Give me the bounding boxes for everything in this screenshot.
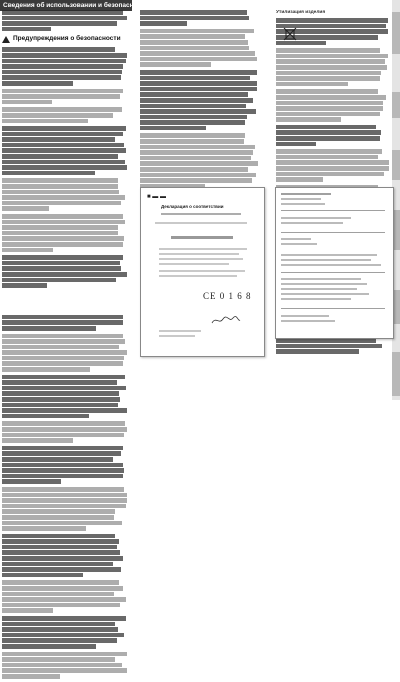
text-line bbox=[140, 98, 253, 103]
cert-line bbox=[161, 213, 241, 215]
text-line bbox=[2, 236, 124, 241]
cert-line bbox=[155, 222, 247, 224]
text-line bbox=[140, 10, 247, 15]
text-line bbox=[140, 76, 250, 81]
text-line bbox=[140, 40, 248, 45]
text-line bbox=[2, 143, 124, 148]
text-line bbox=[2, 272, 127, 277]
text-line bbox=[2, 178, 118, 183]
text-line bbox=[276, 136, 380, 141]
text-line bbox=[140, 62, 211, 67]
text-paragraph bbox=[2, 315, 128, 331]
text-line bbox=[2, 21, 117, 26]
text-line bbox=[2, 545, 117, 550]
text-line bbox=[2, 638, 117, 643]
text-line bbox=[2, 597, 126, 602]
text-line bbox=[140, 16, 249, 21]
text-line bbox=[140, 81, 257, 86]
text-line bbox=[276, 149, 382, 154]
warning-heading-text: Предупреждения о безопасности bbox=[13, 35, 121, 43]
cert-line bbox=[159, 330, 201, 332]
text-line bbox=[2, 521, 122, 526]
text-line bbox=[140, 87, 257, 92]
text-line bbox=[2, 113, 113, 118]
text-line bbox=[2, 350, 127, 355]
text-line bbox=[2, 126, 126, 131]
text-line bbox=[2, 201, 121, 206]
text-line bbox=[2, 27, 51, 32]
text-line bbox=[2, 89, 123, 94]
column-1-upper-blocks bbox=[2, 47, 128, 287]
text-line bbox=[140, 150, 253, 155]
text-line bbox=[2, 345, 119, 350]
text-line bbox=[2, 592, 114, 597]
text-paragraph bbox=[2, 487, 128, 531]
text-line bbox=[2, 498, 127, 503]
text-line bbox=[2, 266, 121, 271]
cert-line bbox=[281, 217, 351, 219]
text-line bbox=[2, 195, 125, 200]
text-line bbox=[140, 145, 255, 150]
text-line bbox=[2, 220, 125, 225]
text-line bbox=[140, 120, 245, 125]
text-line bbox=[2, 474, 123, 479]
text-line bbox=[2, 616, 126, 621]
text-line bbox=[2, 75, 121, 80]
text-line bbox=[2, 493, 127, 498]
text-line bbox=[2, 361, 123, 366]
text-paragraph bbox=[276, 125, 390, 146]
text-paragraph bbox=[2, 107, 128, 123]
cert-line bbox=[281, 259, 371, 261]
text-line bbox=[2, 487, 124, 492]
text-line bbox=[276, 48, 380, 53]
text-line bbox=[2, 657, 115, 662]
cert-line bbox=[281, 293, 369, 295]
cert-line bbox=[281, 193, 331, 195]
text-line bbox=[140, 156, 251, 161]
text-line bbox=[2, 663, 122, 668]
text-line bbox=[2, 94, 120, 99]
cert-line bbox=[281, 203, 325, 205]
text-line bbox=[140, 115, 247, 120]
text-paragraph bbox=[2, 334, 128, 372]
text-paragraph bbox=[2, 580, 128, 613]
text-line bbox=[2, 438, 73, 443]
text-line bbox=[2, 580, 119, 585]
text-paragraph bbox=[2, 126, 128, 175]
side-tab bbox=[392, 150, 400, 180]
text-line bbox=[2, 403, 118, 408]
text-line bbox=[2, 509, 115, 514]
text-line bbox=[2, 586, 123, 591]
text-line bbox=[2, 562, 113, 567]
text-line bbox=[2, 556, 123, 561]
text-line bbox=[2, 278, 116, 283]
text-line bbox=[276, 18, 388, 23]
text-line bbox=[2, 421, 125, 426]
text-line bbox=[2, 644, 96, 649]
text-paragraph bbox=[2, 375, 128, 419]
cert-line bbox=[281, 254, 377, 256]
text-line bbox=[2, 367, 90, 372]
side-tab bbox=[392, 352, 400, 396]
text-line bbox=[140, 57, 257, 62]
text-line bbox=[2, 457, 113, 462]
cert-line bbox=[281, 264, 381, 266]
text-line bbox=[2, 81, 73, 86]
text-line bbox=[276, 112, 380, 117]
text-line bbox=[2, 550, 120, 555]
text-paragraph bbox=[276, 89, 390, 122]
text-line bbox=[2, 283, 47, 288]
text-line bbox=[2, 70, 122, 75]
cert-rule bbox=[281, 232, 385, 233]
text-line bbox=[2, 160, 125, 165]
text-line bbox=[2, 375, 125, 380]
text-line bbox=[140, 46, 249, 51]
text-line bbox=[276, 349, 359, 354]
text-line bbox=[140, 173, 256, 178]
text-paragraph bbox=[140, 70, 258, 131]
signature-icon bbox=[211, 314, 241, 326]
text-line bbox=[2, 674, 60, 679]
text-line bbox=[2, 165, 127, 170]
text-line bbox=[2, 326, 96, 331]
cert-line bbox=[159, 248, 247, 250]
text-line bbox=[2, 539, 119, 544]
text-line bbox=[2, 408, 127, 413]
text-line bbox=[2, 214, 123, 219]
text-line bbox=[276, 344, 382, 349]
text-line bbox=[2, 391, 119, 396]
text-line bbox=[2, 433, 124, 438]
text-line bbox=[276, 177, 323, 182]
text-paragraph bbox=[2, 446, 128, 484]
cert-line bbox=[281, 278, 361, 280]
cert-line bbox=[281, 222, 343, 224]
text-line bbox=[276, 172, 384, 177]
text-line bbox=[2, 315, 123, 320]
text-line bbox=[2, 380, 117, 385]
text-paragraph bbox=[2, 255, 128, 288]
cert-line bbox=[281, 315, 329, 317]
cert-line bbox=[281, 288, 357, 290]
cert-rule bbox=[281, 272, 385, 273]
text-line bbox=[2, 633, 124, 638]
crossed-out-bin-icon bbox=[283, 27, 297, 41]
text-line bbox=[140, 126, 206, 131]
text-paragraph bbox=[2, 214, 128, 252]
text-line bbox=[2, 261, 120, 266]
text-line bbox=[2, 16, 127, 21]
text-line bbox=[276, 82, 348, 87]
text-line bbox=[140, 70, 257, 75]
text-line bbox=[2, 356, 124, 361]
text-line bbox=[140, 34, 245, 39]
text-line bbox=[276, 71, 381, 76]
text-line bbox=[140, 104, 246, 109]
cert-line bbox=[281, 283, 367, 285]
cert-line bbox=[281, 298, 351, 300]
text-line bbox=[2, 137, 115, 142]
text-line bbox=[140, 133, 245, 138]
text-paragraph bbox=[2, 47, 128, 85]
text-paragraph bbox=[2, 421, 128, 442]
cert-line bbox=[159, 258, 243, 260]
text-line bbox=[2, 242, 123, 247]
text-line bbox=[2, 190, 119, 195]
text-line bbox=[2, 515, 114, 520]
text-line bbox=[2, 468, 124, 473]
text-line bbox=[2, 119, 88, 124]
text-line bbox=[2, 622, 115, 627]
cert-line bbox=[159, 253, 239, 255]
column-1 bbox=[2, 10, 128, 682]
text-line bbox=[140, 139, 244, 144]
text-line bbox=[276, 125, 376, 130]
cert-line bbox=[171, 236, 233, 239]
text-line bbox=[276, 41, 326, 46]
text-line bbox=[2, 526, 86, 531]
text-line bbox=[2, 567, 121, 572]
text-line bbox=[276, 166, 389, 171]
text-line bbox=[276, 142, 316, 147]
text-paragraph bbox=[140, 10, 258, 26]
text-line bbox=[2, 334, 123, 339]
intro-paragraph bbox=[2, 10, 128, 31]
cert-line bbox=[159, 263, 229, 265]
side-tab bbox=[392, 92, 400, 118]
text-paragraph bbox=[2, 89, 128, 105]
text-paragraph bbox=[2, 178, 128, 211]
text-line bbox=[2, 339, 125, 344]
text-line bbox=[140, 51, 255, 56]
ce-mark: CE 0 1 6 8 bbox=[203, 291, 252, 301]
text-line bbox=[2, 47, 115, 52]
text-line bbox=[2, 386, 126, 391]
text-line bbox=[276, 160, 389, 165]
text-line bbox=[2, 231, 118, 236]
text-line bbox=[2, 10, 123, 15]
text-line bbox=[2, 53, 127, 58]
text-line bbox=[140, 167, 248, 172]
text-line bbox=[140, 109, 256, 114]
text-line bbox=[2, 573, 83, 578]
text-paragraph bbox=[2, 10, 128, 31]
text-line bbox=[2, 320, 123, 325]
warning-heading bbox=[2, 35, 128, 43]
text-line bbox=[276, 117, 341, 122]
text-line bbox=[2, 504, 126, 509]
text-paragraph bbox=[276, 149, 390, 182]
text-paragraph bbox=[2, 616, 128, 649]
text-line bbox=[140, 178, 252, 183]
text-line bbox=[2, 255, 123, 260]
text-paragraph bbox=[276, 48, 390, 86]
text-line bbox=[140, 29, 254, 34]
text-line bbox=[276, 155, 378, 160]
text-paragraph bbox=[140, 29, 258, 67]
text-line bbox=[2, 397, 120, 402]
cert-rule bbox=[281, 308, 385, 309]
text-line bbox=[2, 479, 61, 484]
text-line bbox=[2, 248, 53, 253]
disposal-heading: Утилизация изделия bbox=[276, 10, 326, 15]
cert-line bbox=[281, 198, 321, 200]
text-line bbox=[2, 64, 123, 69]
text-line bbox=[2, 451, 121, 456]
text-line bbox=[276, 106, 383, 111]
text-line bbox=[276, 101, 383, 106]
text-paragraph bbox=[2, 534, 128, 578]
cert-title: Декларация о соответствии bbox=[161, 204, 224, 209]
cert-line bbox=[281, 238, 311, 240]
declaration-certificate-1 bbox=[140, 187, 265, 357]
text-line bbox=[2, 627, 118, 632]
text-line bbox=[2, 463, 123, 468]
text-line bbox=[276, 89, 378, 94]
cert-line bbox=[159, 275, 237, 277]
text-line bbox=[2, 184, 118, 189]
text-line bbox=[2, 154, 118, 159]
text-line bbox=[2, 427, 127, 432]
text-line bbox=[2, 100, 52, 105]
side-tab bbox=[392, 12, 400, 54]
cert-line bbox=[281, 243, 317, 245]
text-line bbox=[2, 59, 126, 64]
text-line bbox=[2, 603, 120, 608]
text-line bbox=[276, 59, 385, 64]
text-line bbox=[276, 65, 387, 70]
text-line bbox=[2, 107, 122, 112]
text-line bbox=[2, 148, 126, 153]
text-line bbox=[2, 414, 89, 419]
text-line bbox=[140, 92, 248, 97]
cert-line bbox=[159, 270, 245, 272]
text-line bbox=[276, 76, 380, 81]
text-line bbox=[2, 668, 127, 673]
cert-rule bbox=[281, 210, 385, 211]
text-line bbox=[2, 171, 95, 176]
text-line bbox=[2, 206, 49, 211]
text-line bbox=[2, 534, 115, 539]
text-line bbox=[276, 95, 386, 100]
text-line bbox=[2, 132, 123, 137]
text-line bbox=[2, 652, 127, 657]
declaration-certificate-2 bbox=[275, 187, 394, 339]
cert-logo: ■ ▬ ▬ bbox=[147, 194, 166, 200]
section-header: Сведения об использовании и безопасности bbox=[0, 0, 132, 11]
cert-line bbox=[159, 335, 195, 337]
text-line bbox=[2, 225, 118, 230]
text-line bbox=[2, 446, 123, 451]
text-line bbox=[2, 608, 53, 613]
text-paragraph bbox=[2, 652, 128, 679]
text-paragraph bbox=[140, 133, 258, 188]
text-line bbox=[140, 161, 258, 166]
warning-triangle-icon bbox=[2, 36, 10, 43]
text-line bbox=[140, 21, 187, 26]
text-line bbox=[276, 130, 381, 135]
cert-line bbox=[281, 320, 335, 322]
text-line bbox=[276, 54, 388, 59]
column-1-lower-blocks bbox=[2, 315, 128, 679]
